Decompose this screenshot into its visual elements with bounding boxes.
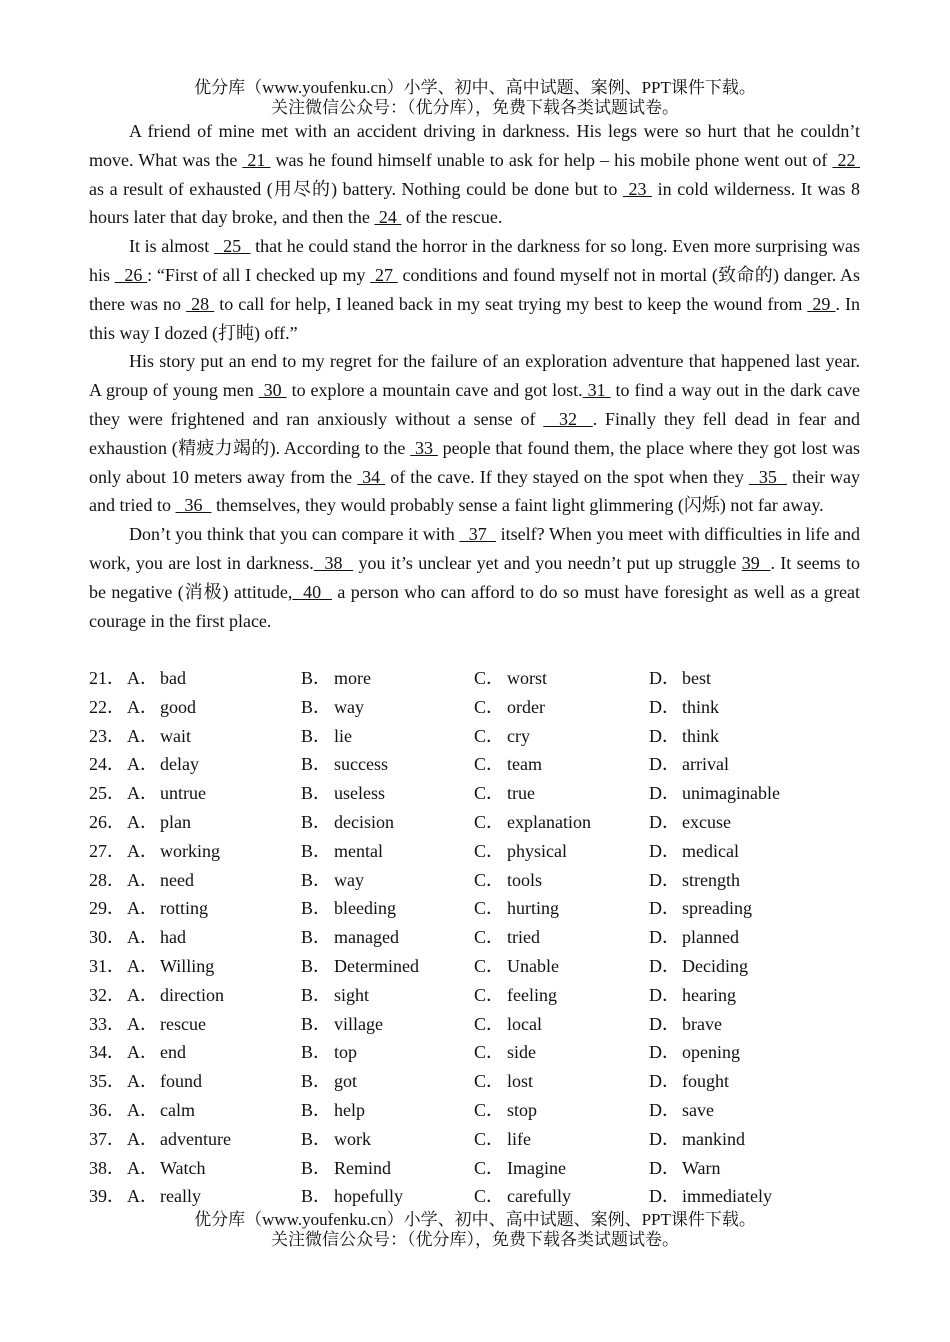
option-text: tools <box>507 869 543 890</box>
option-a <box>127 1010 206 1039</box>
option-a <box>127 693 196 722</box>
option-a <box>127 779 206 808</box>
option-letter: A． <box>127 725 158 746</box>
question-row <box>89 866 860 895</box>
option-letter: D． <box>649 1042 680 1063</box>
option-letter: C． <box>474 668 505 688</box>
option-d <box>649 866 740 895</box>
option-text: Deciding <box>682 955 748 976</box>
option-d <box>649 1154 721 1183</box>
blank-33: 33 <box>410 437 438 458</box>
option-text: hearing <box>682 984 736 1005</box>
question-row <box>89 1182 860 1211</box>
option-c <box>474 1067 533 1096</box>
question-row <box>89 808 860 837</box>
option-letter: B． <box>301 1013 332 1034</box>
header-line-1: 优分库（www.youfenku.cn）小学、初中、高中试题、案例、PPT课件下载。 <box>194 78 756 97</box>
option-text: success <box>334 754 388 775</box>
option-b <box>301 779 385 808</box>
option-d <box>649 837 739 866</box>
option-letter: C． <box>474 898 505 919</box>
question-number: 32． <box>89 984 125 1005</box>
option-letter: C． <box>474 1157 505 1178</box>
option-text: worst <box>507 668 547 688</box>
option-c <box>474 923 540 952</box>
option-letter: D． <box>649 725 680 746</box>
option-text: need <box>160 869 194 890</box>
option-b <box>301 808 394 837</box>
option-c <box>474 866 542 895</box>
question-number: 23． <box>89 725 125 746</box>
option-letter: B． <box>301 754 332 775</box>
option-letter: A． <box>127 783 158 804</box>
option-text: untrue <box>160 783 206 804</box>
option-text: bleeding <box>334 898 396 919</box>
option-letter: A． <box>127 754 158 775</box>
option-text: lost <box>507 1071 534 1092</box>
option-a <box>127 923 186 952</box>
page-footer <box>0 1210 950 1250</box>
option-letter: B． <box>301 811 332 832</box>
question-row <box>89 693 860 722</box>
question-row <box>89 1096 860 1125</box>
option-letter: A． <box>127 898 158 919</box>
option-d <box>649 1125 745 1154</box>
option-a <box>127 866 194 895</box>
option-letter: B． <box>301 696 332 717</box>
option-letter: A． <box>127 1071 158 1092</box>
blank-38: 38 <box>313 552 354 573</box>
option-letter: C． <box>474 1128 505 1149</box>
question-row <box>89 1010 860 1039</box>
option-text: order <box>507 696 545 717</box>
blank-27: 27 <box>370 264 398 285</box>
question-number: 36． <box>89 1099 125 1120</box>
option-text: way <box>334 696 364 717</box>
option-text: planned <box>682 927 739 948</box>
option-b <box>301 1154 391 1183</box>
question-number: 34． <box>89 1042 125 1063</box>
option-text: sight <box>334 984 370 1005</box>
option-c <box>474 1182 571 1211</box>
option-letter: D． <box>649 754 680 775</box>
option-d <box>649 693 719 722</box>
blank-39: 39 <box>741 552 771 573</box>
option-text: Watch <box>160 1157 206 1178</box>
option-text: useless <box>334 783 385 804</box>
question-row <box>89 1067 860 1096</box>
header-line-2: 关注微信公众号：（优分库），免费下载各类试题试卷。 <box>271 98 679 117</box>
blank-26: 26 <box>114 264 148 285</box>
option-letter: D． <box>649 811 680 832</box>
option-letter: B． <box>301 668 332 688</box>
option-d <box>649 1010 722 1039</box>
option-d <box>649 1096 714 1125</box>
option-d <box>649 894 752 923</box>
question-row <box>89 664 860 693</box>
option-text: delay <box>160 754 199 775</box>
option-text: top <box>334 1042 358 1063</box>
option-text: immediately <box>682 1186 772 1207</box>
option-a <box>127 808 191 837</box>
option-a <box>127 722 191 751</box>
option-text: more <box>334 668 371 688</box>
option-text: true <box>507 783 535 804</box>
option-text: medical <box>682 840 739 861</box>
option-text: mental <box>334 840 383 861</box>
option-c <box>474 1038 536 1067</box>
option-b <box>301 1125 371 1154</box>
option-letter: A． <box>127 696 158 717</box>
option-b <box>301 1096 365 1125</box>
option-text: working <box>160 840 220 861</box>
option-text: decision <box>334 811 394 832</box>
question-row <box>89 1125 860 1154</box>
option-letter: D． <box>649 1099 680 1120</box>
option-letter: A． <box>127 984 158 1005</box>
option-letter: B． <box>301 1157 332 1178</box>
option-letter: D． <box>649 1128 680 1149</box>
question-row <box>89 750 860 779</box>
option-letter: A． <box>127 668 158 688</box>
question-row <box>89 923 860 952</box>
option-c <box>474 1096 537 1125</box>
option-letter: C． <box>474 1099 505 1120</box>
option-letter: C． <box>474 955 505 976</box>
option-a <box>127 1182 201 1211</box>
question-number: 25． <box>89 783 125 804</box>
option-text: explanation <box>507 811 591 832</box>
option-letter: B． <box>301 955 332 976</box>
question-number: 26． <box>89 811 125 832</box>
option-text: Remind <box>334 1157 391 1178</box>
option-a <box>127 750 199 779</box>
question-number: 31． <box>89 955 125 976</box>
option-letter: D． <box>649 840 680 861</box>
option-c <box>474 779 535 808</box>
blank-21: 21 <box>242 149 271 170</box>
option-letter: B． <box>301 725 332 746</box>
option-letter: C． <box>474 840 505 861</box>
option-letter: D． <box>649 1186 680 1207</box>
option-c <box>474 837 567 866</box>
option-letter: D． <box>649 1013 680 1034</box>
option-text: opening <box>682 1042 740 1063</box>
blank-22: 22 <box>832 149 860 170</box>
option-text: plan <box>160 811 191 832</box>
blank-34: 34 <box>357 466 386 487</box>
option-letter: A． <box>127 955 158 976</box>
option-b <box>301 1038 357 1067</box>
paragraph-1: A friend of mine met with an accident driving in darkness. His legs were so hurt that he couldn’t move. What was the 21 was he found himself unable to ask for help – his mobile phone went out of 22 as a result of exhausted (用尽的) battery. Nothing could be done but to 23 in cold wilderness. It was 8 hours later that day broke, and then the 24 of the rescue. <box>89 121 861 228</box>
option-text: carefully <box>507 1186 571 1207</box>
option-b <box>301 894 396 923</box>
option-letter: A． <box>127 927 158 948</box>
blank-37: 37 <box>459 524 496 545</box>
option-d <box>649 981 736 1010</box>
option-text: brave <box>682 1013 722 1034</box>
option-text: strength <box>682 869 740 890</box>
option-letter: C． <box>474 1186 505 1207</box>
option-text: help <box>334 1099 365 1120</box>
option-text: Imagine <box>507 1157 566 1178</box>
option-letter: C． <box>474 1013 505 1034</box>
option-d <box>649 722 719 751</box>
option-letter: C． <box>474 984 505 1005</box>
option-letter: B． <box>301 1071 332 1092</box>
option-letter: C． <box>474 725 505 746</box>
option-letter: D． <box>649 783 680 804</box>
option-c <box>474 722 530 751</box>
option-text: best <box>682 668 711 688</box>
option-letter: A． <box>127 869 158 890</box>
option-text: hopefully <box>334 1186 403 1207</box>
option-letter: B． <box>301 869 332 890</box>
option-text: Willing <box>160 955 215 976</box>
option-c <box>474 1125 531 1154</box>
option-text: managed <box>334 927 399 948</box>
option-text: cry <box>507 725 530 746</box>
option-a <box>127 981 224 1010</box>
answer-options <box>89 664 860 1211</box>
option-letter: B． <box>301 927 332 948</box>
question-number: 39． <box>89 1186 125 1207</box>
blank-32: 32 <box>543 408 593 429</box>
option-c <box>474 952 559 981</box>
option-text: really <box>160 1186 201 1207</box>
option-b <box>301 952 419 981</box>
option-letter: D． <box>649 869 680 890</box>
option-c <box>474 1010 542 1039</box>
option-text: think <box>682 725 720 746</box>
option-letter: C． <box>474 783 505 804</box>
option-text: good <box>160 696 196 717</box>
option-letter: C． <box>474 869 505 890</box>
blank-23: 23 <box>622 178 653 199</box>
paragraph-3: His story put an end to my regret for the failure of an exploration adventure that happened last year. A group of young men 30 to explore a mountain cave and got lost. 31 to find a way out in the dark cave they were frightened and ran anxiously without a sense of 32 . Finally they fell dead in fear and exhaustion (精疲力竭的). According to the 33 people that found them, the place where they got lost was only about 10 meters away from the 34 of the cave. If they stayed on the spot when they 35 their way and tried to 36 themselves, they would probably sense a faint light glimmering (闪烁) not far away. <box>89 351 861 516</box>
option-text: direction <box>160 984 224 1005</box>
option-text: side <box>507 1042 536 1063</box>
question-number: 29． <box>89 898 125 919</box>
option-text: team <box>507 754 542 775</box>
option-text: work <box>334 1128 371 1149</box>
option-text: local <box>507 1013 542 1034</box>
option-text: found <box>160 1071 202 1092</box>
question-row <box>89 981 860 1010</box>
blank-29: 29 <box>807 293 836 314</box>
option-letter: A． <box>127 1099 158 1120</box>
option-letter: A． <box>127 1042 158 1063</box>
option-letter: A． <box>127 840 158 861</box>
option-letter: C． <box>474 1042 505 1063</box>
question-number: 35． <box>89 1071 125 1092</box>
option-d <box>649 1038 740 1067</box>
option-letter: B． <box>301 1128 332 1149</box>
option-text: life <box>507 1128 531 1149</box>
option-a <box>127 1154 206 1183</box>
paragraph-4: Don’t you think that you can compare it with 37 itself? When you meet with difficulties in life and work, you are lost in darkness. 38 you it’s unclear yet and you needn’t put up struggle 39 . It seems to be negative (消极) attitude, 40 a person who can afford to do so must have foresight as well as a great courage in the first place. <box>89 524 861 631</box>
option-letter: D． <box>649 955 680 976</box>
option-d <box>649 808 731 837</box>
option-text: way <box>334 869 364 890</box>
option-c <box>474 808 591 837</box>
question-number: 38． <box>89 1157 125 1178</box>
option-b <box>301 837 383 866</box>
blank-31: 31 <box>582 380 611 401</box>
option-letter: D． <box>649 696 680 717</box>
option-b <box>301 693 364 722</box>
option-text: lie <box>334 725 352 746</box>
option-letter: B． <box>301 1186 332 1207</box>
question-row <box>89 1038 860 1067</box>
option-letter: A． <box>127 1013 158 1034</box>
option-letter: D． <box>649 1071 680 1092</box>
option-text: bad <box>160 668 186 688</box>
option-text: physical <box>507 840 567 861</box>
option-c <box>474 894 559 923</box>
question-number: 22． <box>89 696 125 717</box>
option-a <box>127 1038 186 1067</box>
option-letter: C． <box>474 1071 505 1092</box>
option-a <box>127 1096 195 1125</box>
option-letter: D． <box>649 668 680 688</box>
option-text: had <box>160 927 186 948</box>
option-c <box>474 693 545 722</box>
option-text: fought <box>682 1071 729 1092</box>
option-text: stop <box>507 1099 538 1120</box>
question-number: 28． <box>89 869 125 890</box>
option-text: village <box>334 1013 383 1034</box>
cloze-passage <box>89 117 860 635</box>
blank-40: 40 <box>292 581 332 602</box>
option-b <box>301 664 371 693</box>
option-text: Warn <box>682 1157 721 1178</box>
option-b <box>301 1182 403 1211</box>
option-letter: B． <box>301 898 332 919</box>
option-letter: B． <box>301 1099 332 1120</box>
option-text: hurting <box>507 898 559 919</box>
question-row <box>89 1154 860 1183</box>
question-number: 21． <box>89 668 125 688</box>
blank-28: 28 <box>186 293 215 314</box>
question-row <box>89 779 860 808</box>
option-letter: D． <box>649 898 680 919</box>
option-text: excuse <box>682 811 731 832</box>
option-b <box>301 981 369 1010</box>
question-number: 37． <box>89 1128 125 1149</box>
page-header <box>0 78 950 118</box>
option-d <box>649 1067 729 1096</box>
question-number: 24． <box>89 754 125 775</box>
question-number: 33． <box>89 1013 125 1034</box>
option-text: think <box>682 696 720 717</box>
option-letter: D． <box>649 1157 680 1178</box>
option-a <box>127 664 186 693</box>
option-letter: C． <box>474 811 505 832</box>
blank-35: 35 <box>748 466 787 487</box>
option-text: save <box>682 1099 714 1120</box>
option-text: mankind <box>682 1128 745 1149</box>
option-letter: B． <box>301 840 332 861</box>
option-letter: D． <box>649 927 680 948</box>
blank-24: 24 <box>374 207 402 228</box>
question-row <box>89 837 860 866</box>
question-number: 30． <box>89 927 125 948</box>
option-c <box>474 981 557 1010</box>
option-a <box>127 952 214 981</box>
blank-36: 36 <box>175 495 212 516</box>
blank-25: 25 <box>213 236 251 257</box>
option-text: rescue <box>160 1013 206 1034</box>
option-c <box>474 664 547 693</box>
question-row <box>89 722 860 751</box>
option-letter: A． <box>127 811 158 832</box>
option-text: end <box>160 1042 186 1063</box>
option-text: got <box>334 1071 358 1092</box>
option-text: spreading <box>682 898 752 919</box>
option-letter: B． <box>301 984 332 1005</box>
option-letter: B． <box>301 783 332 804</box>
option-letter: A． <box>127 1128 158 1149</box>
question-number: 27． <box>89 840 125 861</box>
option-b <box>301 923 399 952</box>
option-letter: A． <box>127 1186 158 1207</box>
blank-30: 30 <box>258 380 287 401</box>
option-text: tried <box>507 927 540 948</box>
option-text: Determined <box>334 955 419 976</box>
option-d <box>649 779 780 808</box>
paragraph-2: It is almost 25 that he could stand the horror in the darkness for so long. Even more surprising was his 26 : “First of all I checked up my 27 conditions and found myself not in mortal (致命的) danger. As there was no 28 to call for help, I leaned back in my seat trying my best to keep the wound from 29 . In this way I dozed (打盹) off.” <box>89 236 861 343</box>
option-a <box>127 1067 202 1096</box>
option-letter: C． <box>474 696 505 717</box>
option-b <box>301 722 352 751</box>
option-b <box>301 750 388 779</box>
option-text: rotting <box>160 898 208 919</box>
option-d <box>649 952 748 981</box>
question-row <box>89 952 860 981</box>
option-text: arrival <box>682 754 729 775</box>
option-letter: A． <box>127 1157 158 1178</box>
option-letter: C． <box>474 927 505 948</box>
option-text: Unable <box>507 955 559 976</box>
option-a <box>127 837 220 866</box>
option-d <box>649 923 739 952</box>
option-letter: D． <box>649 984 680 1005</box>
option-d <box>649 750 729 779</box>
option-a <box>127 1125 231 1154</box>
option-d <box>649 664 711 693</box>
footer-line-1: 优分库（www.youfenku.cn）小学、初中、高中试题、案例、PPT课件下载。 <box>194 1210 756 1229</box>
question-row <box>89 894 860 923</box>
option-text: unimaginable <box>682 783 780 804</box>
option-a <box>127 894 208 923</box>
option-b <box>301 866 364 895</box>
option-c <box>474 750 542 779</box>
option-text: calm <box>160 1099 195 1120</box>
option-text: feeling <box>507 984 557 1005</box>
option-b <box>301 1010 383 1039</box>
option-letter: C． <box>474 754 505 775</box>
option-text: adventure <box>160 1128 231 1149</box>
option-d <box>649 1182 772 1211</box>
footer-line-2: 关注微信公众号：（优分库），免费下载各类试题试卷。 <box>271 1230 679 1249</box>
option-c <box>474 1154 566 1183</box>
option-text: wait <box>160 725 191 746</box>
option-letter: B． <box>301 1042 332 1063</box>
option-b <box>301 1067 357 1096</box>
